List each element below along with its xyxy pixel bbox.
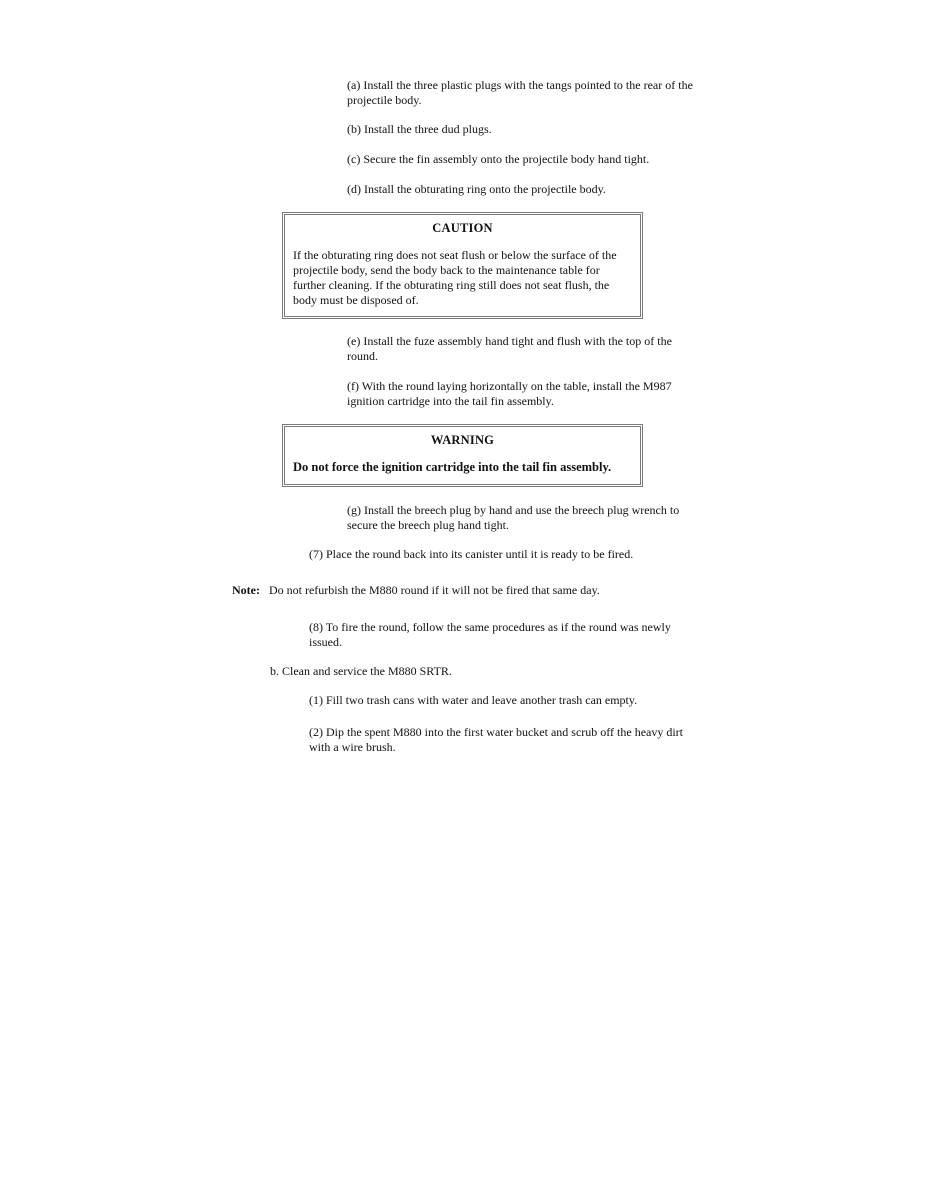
- caution-body: If the obturating ring does not seat flush or below the surface of the projectile body, send the body back to the maintenance table for further cleaning. If the obturating ring still does not seat flush, the body must be disposed of.: [293, 248, 617, 307]
- step-a: (a) Install the three plastic plugs with the tangs pointed to the rear of the projectile body.: [347, 78, 693, 107]
- note-label: Note:: [232, 583, 260, 597]
- step-8: (8) To fire the round, follow the same procedures as if the round was newly issued.: [309, 620, 671, 649]
- section-b-heading: b. Clean and service the M880 SRTR.: [270, 664, 452, 678]
- step-g: (g) Install the breech plug by hand and use the breech plug wrench to secure the breech plug hand tight.: [347, 503, 680, 532]
- note-text: Do not refurbish the M880 round if it will not be fired that same day.: [268, 583, 600, 597]
- step-d: (d) Install the obturating ring onto the projectile body.: [347, 182, 606, 196]
- step-f: (f) With the round laying horizontally on the table, install the M987 ignition cartridge into the tail fin assembly.: [347, 379, 672, 408]
- warning-title: WARNING: [430, 433, 495, 447]
- step-7: (7) Place the round back into its canister until it is ready to be fired.: [309, 547, 634, 561]
- warning-box: [282, 424, 643, 487]
- step-b1: (1) Fill two trash cans with water and leave another trash can empty.: [309, 693, 638, 707]
- step-b: (b) Install the three dud plugs.: [347, 122, 492, 136]
- caution-box: [282, 212, 643, 319]
- step-b2: (2) Dip the spent M880 into the first water bucket and scrub off the heavy dirt with a wire brush.: [309, 725, 684, 754]
- note: [232, 583, 692, 598]
- step-c: (c) Secure the fin assembly onto the projectile body hand tight.: [347, 152, 650, 166]
- caution-title: CAUTION: [432, 221, 493, 235]
- step-e: (e) Install the fuze assembly hand tight and flush with the top of the round.: [347, 334, 672, 363]
- warning-body: Do not force the ignition cartridge into the tail fin assembly.: [293, 460, 612, 474]
